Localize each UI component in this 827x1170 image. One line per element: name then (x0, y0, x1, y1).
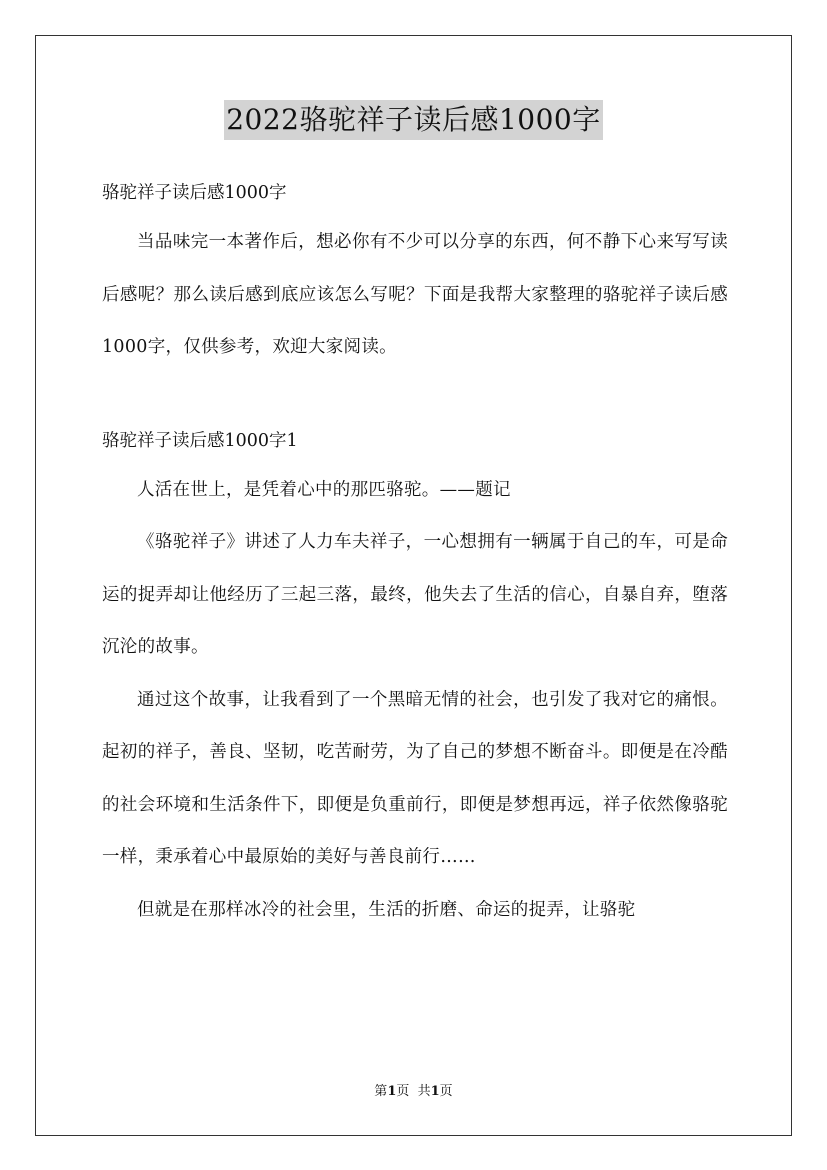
intro-paragraph: 当品味完一本著作后，想必你有不少可以分享的东西，何不静下心来写写读后感呢？那么读后感到底应该怎么写呢？下面是我帮大家整理的骆驼祥子读后感1000字，仅供参考，欢迎大家阅读。 (102, 232, 728, 357)
title-container (0, 100, 827, 140)
footer-page-mid: 页 共 (396, 1084, 431, 1099)
page-footer (0, 1082, 827, 1102)
footer-page-current: 1 (387, 1084, 397, 1099)
document-body (102, 170, 728, 936)
paragraph-reflection: 通过这个故事，让我看到了一个黑暗无情的社会，也引发了我对它的痛恨。起初的祥子，善良、坚韧，吃苦耐劳，为了自己的梦想不断奋斗。即便是在冷酷的社会环境和生活条件下，即便是负重前行，即便是梦想再远，祥子依然像骆驼一样，秉承着心中最原始的美好与善良前行…… (102, 689, 728, 867)
section-gap (102, 374, 728, 418)
paragraph-epigraph: 人活在世上，是凭着心中的那匹骆驼。——题记 (137, 479, 511, 500)
footer-page-suffix: 页 (439, 1084, 453, 1099)
paragraph-story-summary: 《骆驼祥子》讲述了人力车夫祥子，一心想拥有一辆属于自己的车，可是命运的捉弄却让他经历了三起三落，最终，他失去了生活的信心，自暴自弃，堕落沉沦的故事。 (102, 532, 728, 657)
footer-page-prefix: 第 (374, 1084, 388, 1099)
intro-heading: 骆驼祥子读后感1000字 (102, 183, 287, 203)
section-heading: 骆驼祥子读后感1000字1 (102, 430, 298, 451)
paragraph-continuation: 但就是在那样冰冷的社会里，生活的折磨、命运的捉弄，让骆驼 (137, 899, 636, 920)
document-title: 2022骆驼祥子读后感1000字 (224, 100, 603, 140)
footer-page-total: 1 (430, 1084, 440, 1099)
